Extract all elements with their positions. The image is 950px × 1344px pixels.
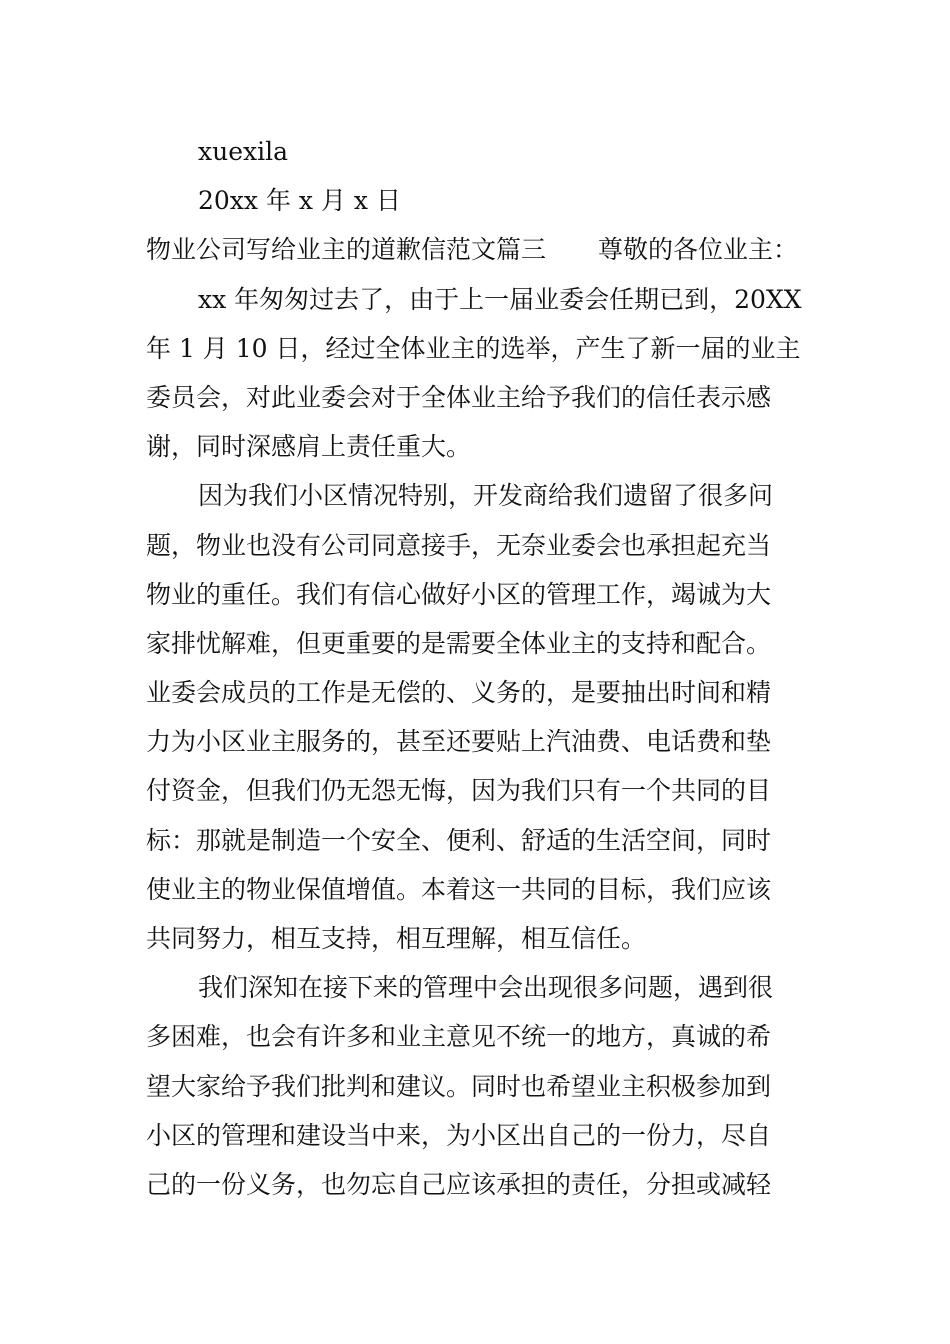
paragraph-line: 小区的管理和建设当中来，为小区出自己的一份力，尽自: [146, 1120, 772, 1150]
paragraph-line: 委员会，对此业委会对于全体业主给予我们的信任表示感: [146, 382, 772, 412]
paragraph-line: 物业的重任。我们有信心做好小区的管理工作，竭诚为大: [146, 579, 772, 609]
paragraph-line: 家排忧解难，但更重要的是需要全体业主的支持和配合。: [146, 628, 772, 658]
letter-date: 20xx 年 x 月 x 日: [198, 186, 401, 216]
paragraph-line: 我们深知在接下来的管理中会出现很多问题，遇到很: [198, 973, 774, 1003]
paragraph-line: 己的一份义务，也勿忘自己应该承担的责任，分担或减轻: [146, 1169, 772, 1199]
paragraph-line: 使业主的物业保值增值。本着这一共同的目标，我们应该: [146, 874, 772, 904]
paragraph-line: 力为小区业主服务的，甚至还要贴上汽油费、电话费和垫: [146, 727, 772, 757]
document-page: [146, 127, 806, 1209]
paragraph-line: 共同努力，相互支持，相互理解，相互信任。: [146, 924, 647, 953]
paragraph-line: 业委会成员的工作是无偿的、义务的，是要抽出时间和精: [146, 678, 772, 708]
paragraph-line: 标：那就是制造一个安全、便利、舒适的生活空间，同时: [146, 825, 772, 855]
paragraph-line: 付资金，但我们仍无怨无悔，因为我们只有一个共同的目: [146, 776, 772, 806]
paragraph-line: 年 1 月 10 日，经过全体业主的选举，产生了新一届的业主: [146, 333, 801, 363]
paragraph-line: 题，物业也没有公司同意接手，无奈业委会也承担起充当: [146, 530, 772, 560]
paragraph-line: xx 年匆匆过去了，由于上一届业委会任期已到，20XX: [198, 284, 802, 314]
paragraph-line: 多困难，也会有许多和业主意见不统一的地方，真诚的希: [146, 1022, 772, 1052]
paragraph-line: 望大家给予我们批判和建议。同时也希望业主积极参加到: [146, 1071, 772, 1101]
greeting: 尊敬的各位业主：: [598, 235, 799, 265]
section-heading-line: [146, 225, 806, 274]
paragraph-line: 谢，同时深感肩上责任重大。: [146, 432, 472, 462]
signature: xuexila: [198, 137, 288, 166]
section-title: 物业公司写给业主的道歉信范文篇三: [146, 235, 547, 265]
paragraph-line: 因为我们小区情况特别，开发商给我们遗留了很多问: [198, 481, 774, 511]
